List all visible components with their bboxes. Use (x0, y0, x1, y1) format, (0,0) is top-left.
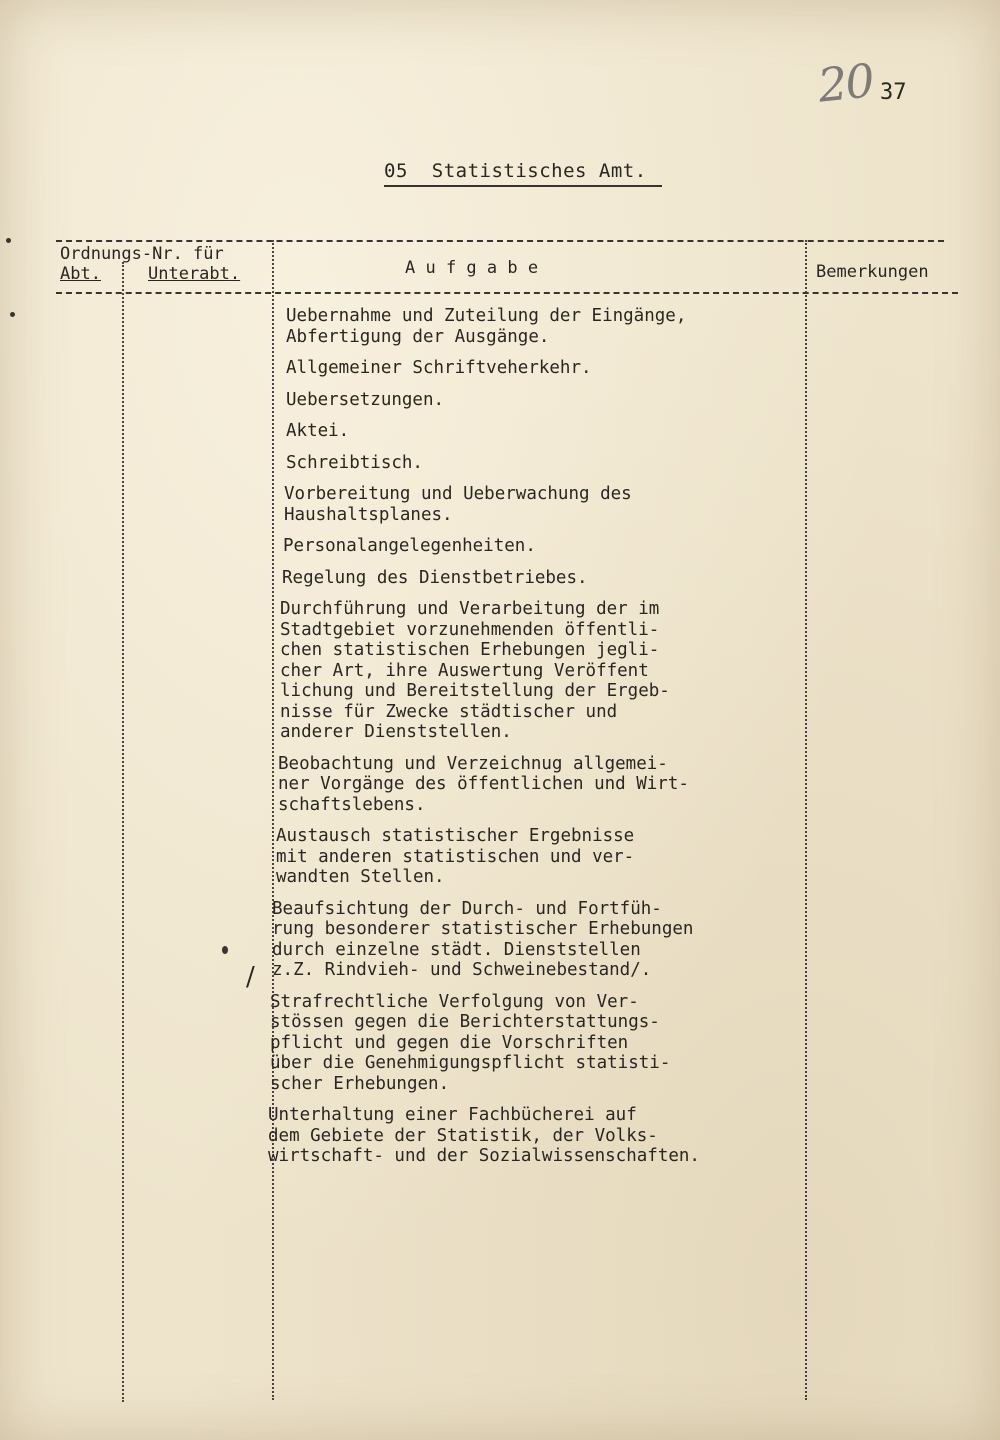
header-unterabt: Unterabt. (148, 264, 241, 284)
header-bottom-rule (56, 292, 958, 294)
list-item: Vorbereitung und Ueberwachung des Haushaltsplanes. (284, 484, 632, 525)
punch-mark (10, 312, 15, 317)
list-item: Regelung des Dienstbetriebes. (282, 567, 588, 588)
header-abt: Abt. (60, 264, 101, 284)
list-item: Uebersetzungen. (286, 389, 445, 410)
list-item: Allgemeiner Schriftveherkehr. (286, 358, 592, 378)
list-item: Uebernahme und Zuteilung der Eingänge, Abfertigung der Ausgänge. (286, 306, 687, 347)
header-ordnungs-nr: Ordnungs-Nr. für (60, 244, 224, 264)
list-item: Beobachtung und Verzeichnug allgemei- ner Vorgänge des öffentlichen und Wirt- schaftslebens. (278, 753, 689, 815)
punch-mark (6, 238, 11, 243)
column-divider-aufgabe (805, 240, 807, 1400)
page-title: 05 Statistisches Amt. (384, 160, 647, 182)
list-item: Schreibtisch. (286, 452, 423, 473)
margin-slash-mark: / (246, 962, 255, 992)
aufgabe-list (268, 306, 803, 1178)
list-item: Aktei. (286, 421, 350, 441)
title-underline (384, 185, 662, 187)
list-item: Personalangelegenheiten. (283, 536, 536, 556)
typed-page-number: 37 (880, 80, 907, 105)
header-bemerkungen: Bemerkungen (816, 262, 929, 282)
list-item: Durchführung und Verarbeitung der im Stadtgebiet vorzunehmenden öffentli- chen statistischen Erhebungen jegli- cher Art, ihre Auswertung Veröffent lichung und Bereitstellung der Ergeb- nisse für Zwecke städtischer und anderer Dienststellen. (280, 599, 670, 742)
list-item: Beaufsichtung der Durch- und Fortfüh- rung besonderer statistischer Erhebungen durch einzelne städt. Dienststellen z.Z. Rindvieh- und Schweinebestand/. (272, 898, 694, 980)
list-item: Strafrechtliche Verfolgung von Ver- stössen gegen die Berichterstattungs- pflicht und gegen die Vorschriften über die Genehmigungspflicht statisti- scher Erhebungen. (270, 991, 671, 1094)
header-aufgabe: A u f g a b e (405, 258, 539, 278)
column-divider-abt (122, 262, 124, 1402)
list-item: Unterhaltung einer Fachbücherei auf dem Gebiete der Statistik, der Volks- wirtschaft- und der Sozialwissenschaften. (268, 1105, 700, 1166)
table-top-rule (56, 240, 944, 242)
handwritten-page-number: 20 (815, 53, 876, 113)
list-item: Austausch statistischer Ergebnisse mit anderen statistischen und ver- wandten Stellen. (276, 826, 635, 887)
ink-spot (222, 946, 228, 954)
